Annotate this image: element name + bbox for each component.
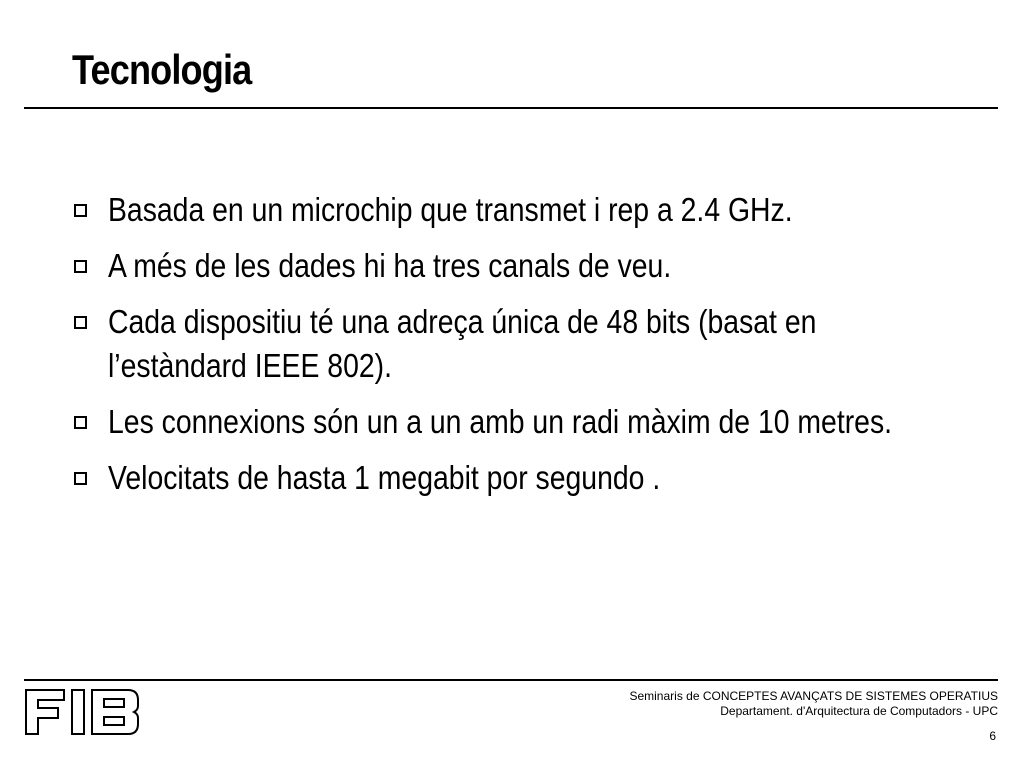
footer-divider (24, 679, 998, 681)
bullet-item (72, 300, 972, 388)
bullet-list (72, 188, 972, 512)
bullet-item (72, 188, 972, 232)
bullet-item (72, 244, 972, 288)
square-bullet-icon (74, 416, 87, 429)
slide-title: Tecnologia (72, 46, 252, 93)
fib-logo (24, 688, 140, 736)
square-bullet-icon (74, 204, 87, 217)
bullet-text: Basada en un microchip que transmet i rep a 2.4 GHz. (108, 191, 793, 228)
bullet-text: A més de les dades hi ha tres canals de veu. (108, 247, 672, 284)
footer-department: Departament. d'Arquitectura de Computadors - UPC (720, 704, 998, 718)
square-bullet-icon (74, 316, 87, 329)
footer-seminar: Seminaris de CONCEPTES AVANÇATS DE SISTEMES OPERATIUS (629, 689, 998, 703)
square-bullet-icon (74, 472, 87, 485)
title-divider (24, 107, 998, 109)
bullet-item (72, 400, 972, 444)
bullet-text: Cada dispositiu té una adreça única de 48 bits (basat en l’estàndard IEEE 802). (108, 303, 817, 384)
footer-credits (629, 689, 998, 719)
bullet-text: Velocitats de hasta 1 megabit por segundo . (108, 459, 661, 496)
bullet-text: Les connexions són un a un amb un radi màxim de 10 metres. (108, 403, 893, 440)
square-bullet-icon (74, 260, 87, 273)
page-number: 6 (989, 729, 996, 743)
bullet-item (72, 456, 972, 500)
